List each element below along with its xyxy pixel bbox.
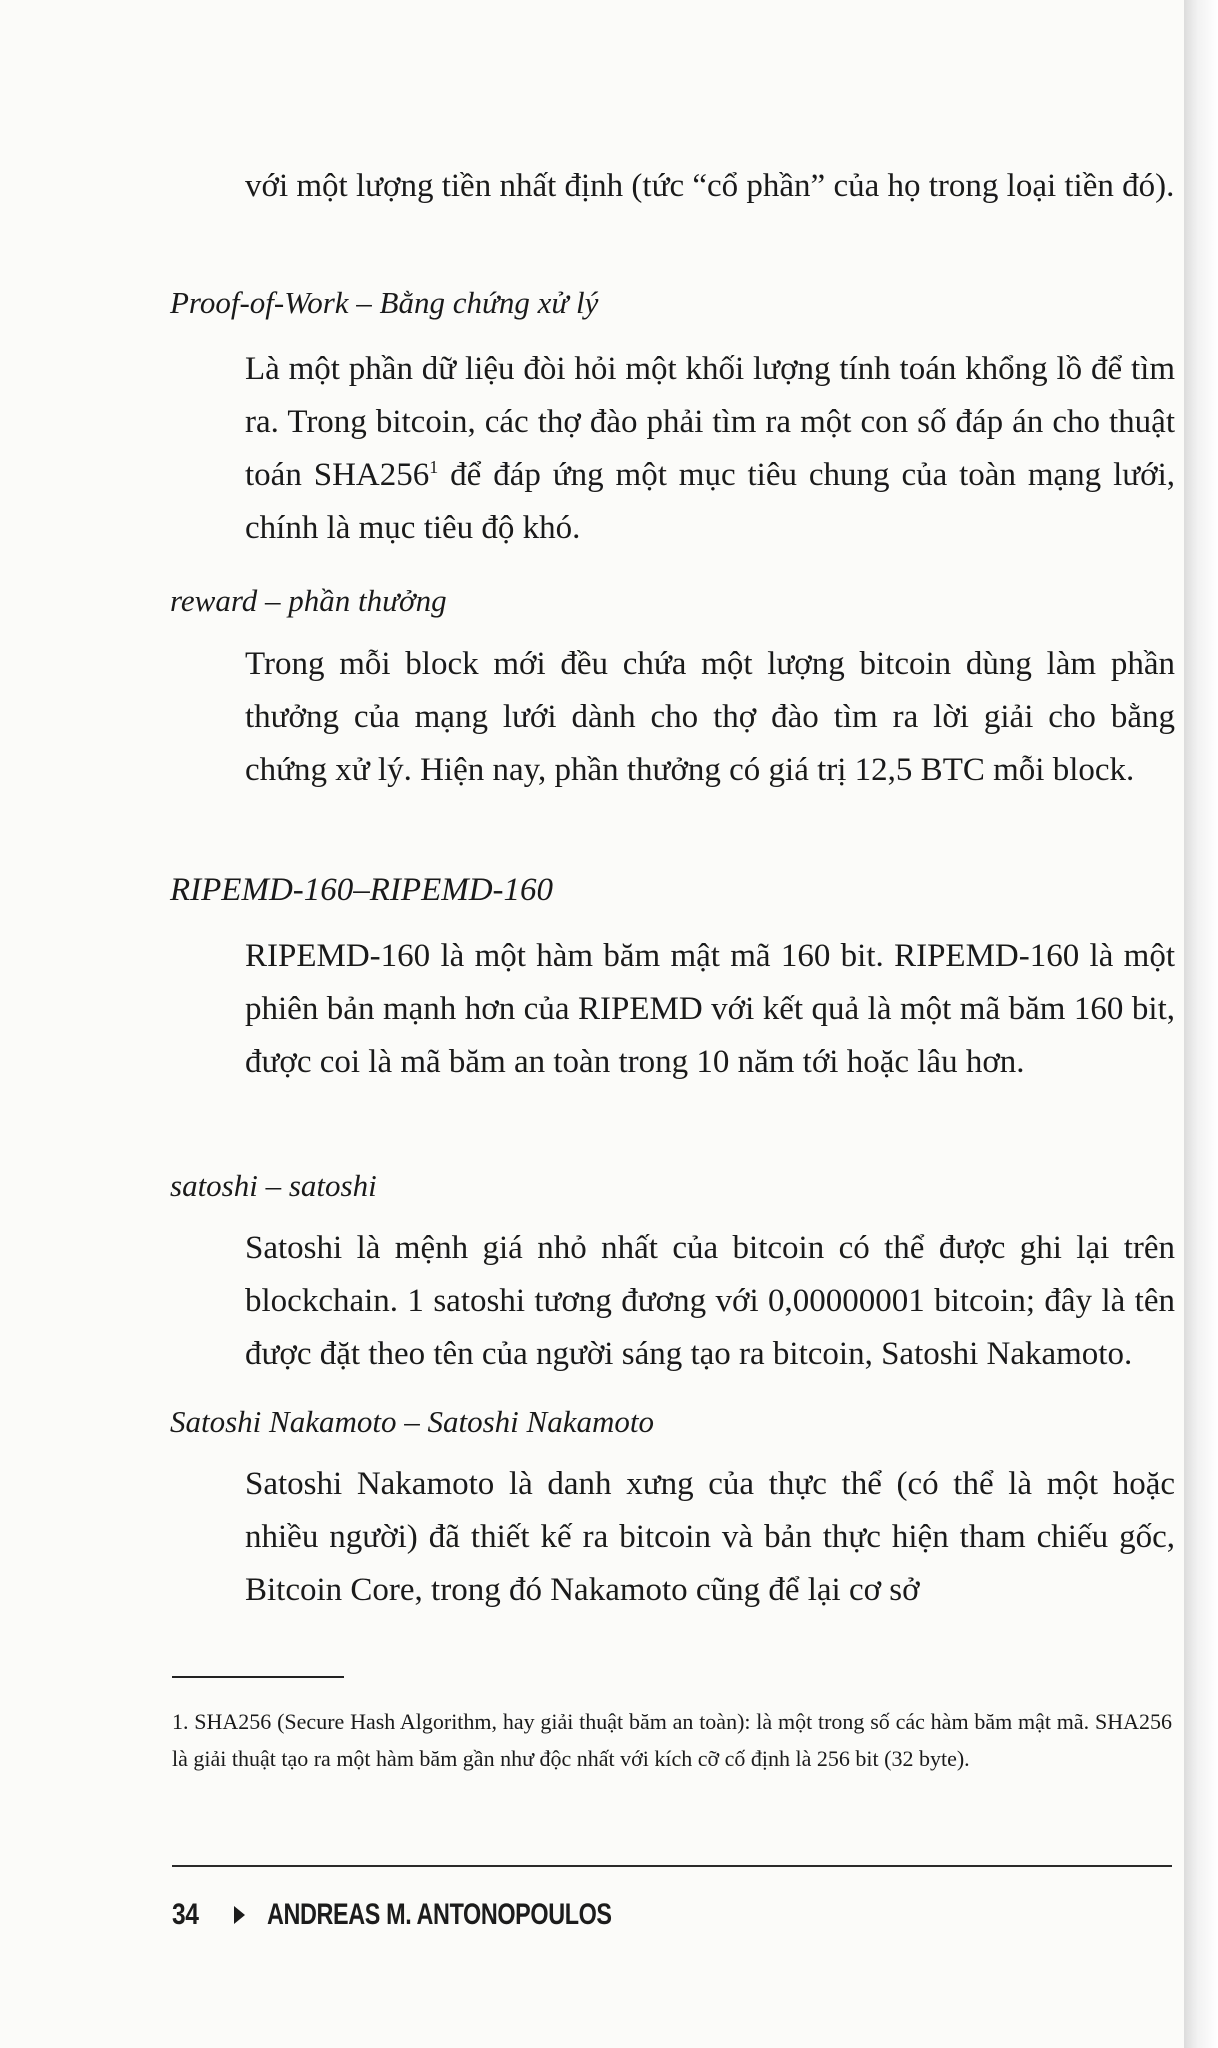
page-number: 34 — [172, 1898, 199, 1931]
definition-reward: Trong mỗi block mới đều chứa một lượng bitcoin dùng làm phần thưởng của mạng lưới dành cho thợ đào tìm ra lời giải cho bằng chứng xử lý. Hiện nay, phần thưởng có giá trị 12,5 BTC mỗi block. — [245, 646, 1175, 788]
intro-paragraph: với một lượng tiền nhất định (tức “cổ phần” của họ trong loại tiền đó). — [245, 168, 1175, 204]
page-edge-shadow — [1184, 0, 1218, 2048]
footnote-marker: 1 — [429, 457, 439, 477]
definition-proof-of-work — [245, 343, 1175, 555]
term-ripemd-160: RIPEMD-160–RIPEMD-160 — [170, 872, 554, 908]
footnote-divider — [172, 1676, 344, 1678]
term-satoshi: satoshi – satoshi — [170, 1168, 377, 1203]
term-reward: reward – phần thưởng — [170, 583, 447, 618]
term-proof-of-work: Proof-of-Work – Bằng chứng xử lý — [170, 285, 599, 320]
footer-divider — [172, 1865, 1172, 1867]
page-footer — [172, 1893, 709, 1937]
footnote: 1. SHA256 (Secure Hash Algorithm, hay giải thuật băm an toàn): là một trong số các hàm băm mật mã. SHA256 là giải thuật tạo ra một hàm băm gần như độc nhất với kích cỡ cố định là 256 bit (32 byte). — [172, 1709, 1172, 1771]
definition-ripemd-160: RIPEMD-160 là một hàm băm mật mã 160 bit. RIPEMD-160 là một phiên bản mạnh hơn của RIPEMD với kết quả là một mã băm 160 bit, được coi là mã băm an toàn trong 10 năm tới hoặc lâu hơn. — [245, 938, 1175, 1080]
definition-satoshi-nakamoto: Satoshi Nakamoto là danh xưng của thực thể (có thể là một hoặc nhiều người) đã thiết kế ra bitcoin và bản thực hiện tham chiếu gốc, Bitcoin Core, trong đó Nakamoto cũng để lại cơ sở — [245, 1466, 1175, 1608]
author-name: ANDREAS M. ANTONOPOULOS — [267, 1898, 613, 1931]
definition-satoshi: Satoshi là mệnh giá nhỏ nhất của bitcoin có thể được ghi lại trên blockchain. 1 satoshi tương đương với 0,00000001 bitcoin; đây là tên được đặt theo tên của người sáng tạo ra bitcoin, Satoshi Nakamoto. — [245, 1230, 1175, 1372]
term-satoshi-nakamoto: Satoshi Nakamoto – Satoshi Nakamoto — [170, 1404, 654, 1439]
arrow-right-icon — [234, 1906, 245, 1924]
definition-text: để đáp ứng một mục tiêu chung của toàn mạng lưới, chính là mục tiêu độ khó. — [245, 457, 1176, 546]
definition-text: Là một phần dữ liệu đòi hỏi một khối lượng tính toán khổng lồ để tìm ra. Trong bitcoin, các thợ đào phải tìm ra một con số đáp án cho thuật toán SHA256 — [245, 351, 1175, 493]
